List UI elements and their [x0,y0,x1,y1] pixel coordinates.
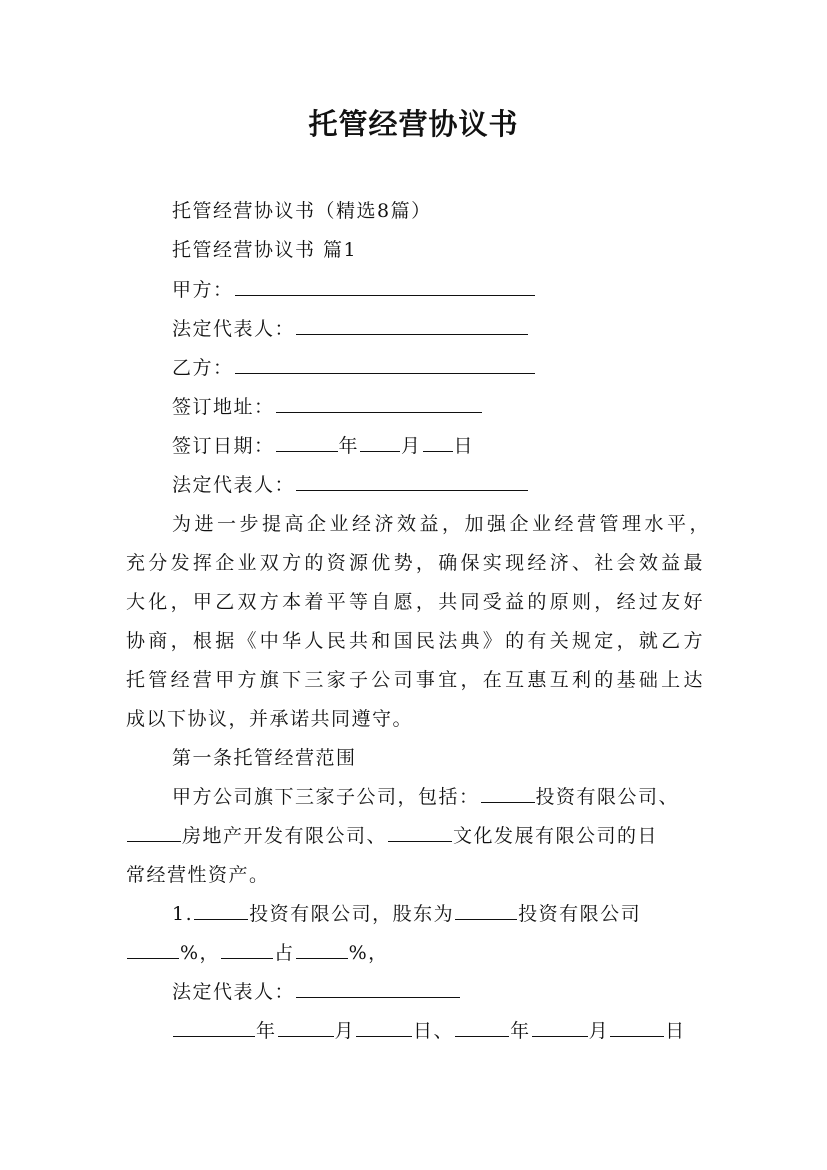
holder-blank-2[interactable] [221,940,273,959]
percent-end-label: %， [348,942,389,964]
realestate-co-blank[interactable] [127,823,181,842]
paragraph-line: 大化，甲乙双方本着平等自愿，共同受益的原则，经过友好 [126,591,704,613]
item-1-holder-label: 投资有限公司 [518,903,642,925]
item-1-co-blank[interactable] [194,901,248,920]
scope-line-3: 常经营性资产。 [126,864,270,886]
sign-date-line [172,433,474,459]
realestate-co-label: 房地产开发有限公司、 [182,825,388,847]
party-a-line [172,277,536,303]
month-label: 月 [588,1020,610,1042]
scope-line-1 [172,784,679,810]
sign-address-blank[interactable] [276,394,482,413]
item-1-share-line [126,940,389,966]
legal-rep-blank[interactable] [296,979,460,998]
month-label: 月 [334,1020,356,1042]
legal-rep-blank[interactable] [296,472,528,491]
day-label: 日 [665,1020,686,1042]
day-label: 日 [453,435,475,457]
occupies-label: 占 [274,942,295,964]
paragraph-line: 托管经营甲方旗下三家子公司事宜，在互惠互利的基础上达 [126,669,704,691]
start-month-blank[interactable] [278,1018,334,1037]
year-label: 年 [256,1020,277,1042]
legal-rep-blank[interactable] [296,316,528,335]
article-1-heading: 第一条托管经营范围 [172,747,357,769]
start-year-blank[interactable] [173,1018,255,1037]
scope-intro: 甲方公司旗下三家子公司，包括： [172,786,480,808]
date-separator: 、 [433,1020,455,1042]
start-day-blank[interactable] [356,1018,412,1037]
sign-day-blank[interactable] [423,433,453,452]
party-b-blank[interactable] [235,355,535,374]
paragraph-line: 充分发挥企业双方的资源优势，确保实现经济、社会效益最 [126,552,704,574]
month-label: 月 [401,435,422,457]
legal-rep-line-3 [172,979,461,1005]
document-subtitle: 托管经营协议书（精选8篇） [172,200,432,222]
share-blank-1[interactable] [127,940,179,959]
invest-co-blank[interactable] [481,784,535,803]
party-b-label: 乙方： [172,357,234,379]
culture-co-blank[interactable] [388,823,452,842]
paragraph-line: 成以下协议，并承诺共同遵守。 [126,708,414,730]
end-day-blank[interactable] [610,1018,664,1037]
term-date-line [172,1018,686,1044]
party-b-line [172,355,536,381]
paragraph-line: 协商，根据《中华人民共和国民法典》的有关规定，就乙方 [126,630,704,652]
section-heading: 托管经营协议书 篇1 [172,239,358,261]
item-1-co-label: 投资有限公司，股东为 [249,903,455,925]
invest-co-label: 投资有限公司、 [535,786,680,808]
sign-address-label: 签订地址： [172,396,275,418]
scope-line-2 [126,823,658,849]
year-label: 年 [338,435,360,457]
party-a-label: 甲方： [172,279,234,301]
sign-month-blank[interactable] [360,433,400,452]
culture-co-label: 文化发展有限公司的日 [453,825,659,847]
legal-rep-label: 法定代表人： [172,318,296,340]
end-month-blank[interactable] [532,1018,588,1037]
paragraph-line: 为进一步提高企业经济效益，加强企业经营管理水平， [172,513,710,535]
document-title: 托管经营协议书 [308,107,519,141]
sign-date-label: 签订日期： [172,435,275,457]
sign-address-line [172,394,483,420]
legal-rep-line-2 [172,472,529,498]
share-blank-2[interactable] [296,940,348,959]
item-1-line [172,901,641,927]
legal-rep-line-1 [172,316,529,342]
end-year-blank[interactable] [455,1018,509,1037]
legal-rep-label: 法定代表人： [172,474,296,496]
party-a-blank[interactable] [235,277,535,296]
year-label: 年 [510,1020,531,1042]
item-1-holder-blank[interactable] [455,901,517,920]
sign-year-blank[interactable] [276,433,338,452]
item-1-number: 1. [172,903,194,925]
legal-rep-label: 法定代表人： [172,981,296,1003]
day-label: 日 [413,1020,434,1042]
percent-label: %， [180,942,221,964]
